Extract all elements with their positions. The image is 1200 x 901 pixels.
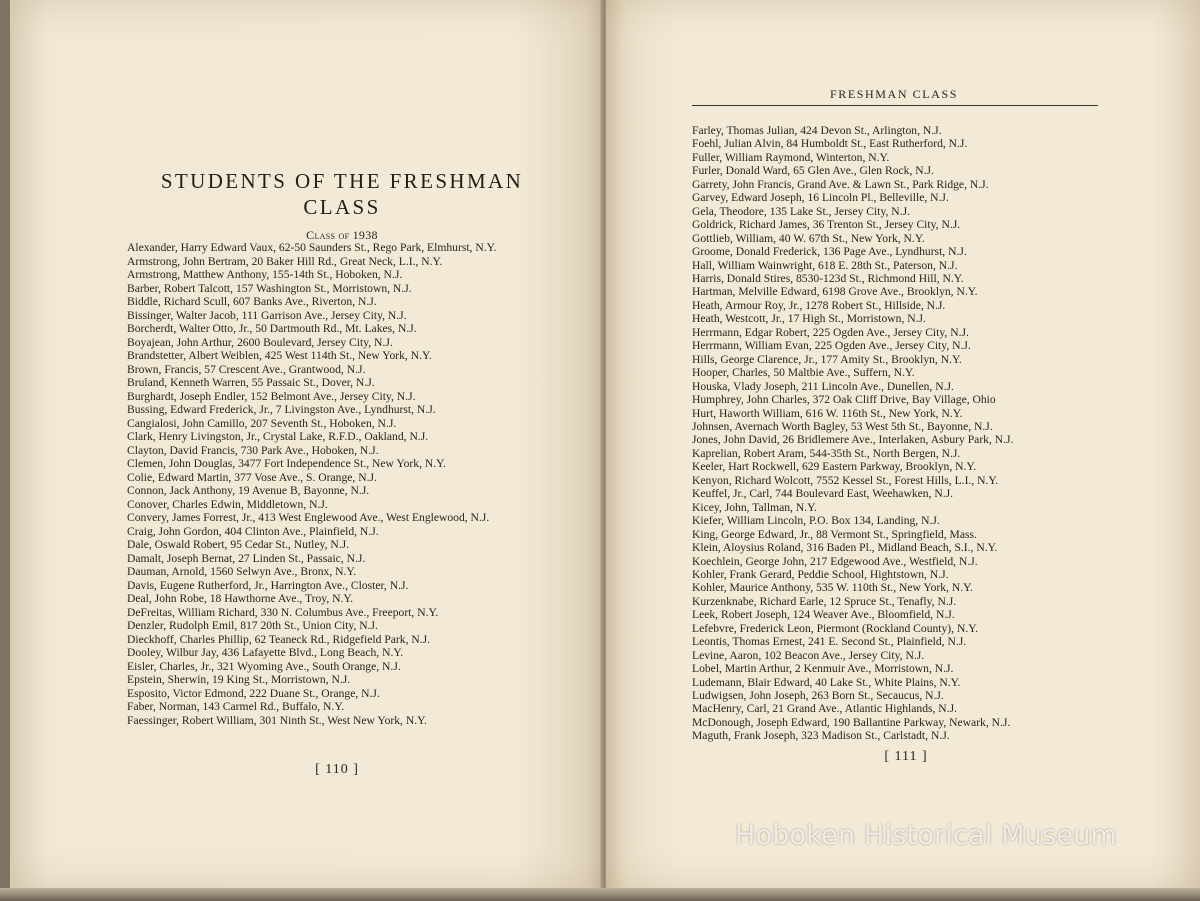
right-page xyxy=(606,0,1200,890)
student-entry: Cangialosi, John Camillo, 207 Seventh St., Hoboken, N.J. xyxy=(127,416,397,430)
student-entry: Koechlein, George John, 217 Edgewood Ave., Westfield, N.J. xyxy=(692,554,978,568)
student-entry: Garvey, Edward Joseph, 16 Lincoln Pl., Belleville, N.J. xyxy=(692,191,949,205)
student-entry: Dooley, Wilbur Jay, 436 Lafayette Blvd., Long Beach, N.Y. xyxy=(127,646,404,659)
class-year-heading: Class of 1938 xyxy=(306,228,378,242)
student-entry: Hall, William Wainwright, 618 E. 28th St., Paterson, N.J. xyxy=(692,258,958,272)
student-entry: Bissinger, Walter Jacob, 111 Garrison Ave., Jersey City, N.J. xyxy=(127,308,407,322)
student-entry: Kohler, Frank Gerard, Peddie School, Hightstown, N.J. xyxy=(692,567,949,581)
student-entry: King, George Edward, Jr., 88 Vermont St., Springfield, Mass. xyxy=(692,527,977,541)
student-entry: Kohler, Maurice Anthony, 535 W. 110th St., New York, N.Y. xyxy=(692,581,973,595)
student-entry: Hurt, Haworth William, 616 W. 116th St., New York, N.Y. xyxy=(692,406,963,420)
student-entry: Barber, Robert Talcott, 157 Washington St., Morristown, N.J. xyxy=(127,281,412,295)
student-entry: Lefebvre, Frederick Leon, Piermont (Rockland County), N.Y. xyxy=(692,621,979,635)
student-entry: Clayton, David Francis, 730 Park Ave., Hoboken, N.J. xyxy=(127,443,379,457)
student-entry: Foehl, Julian Alvin, 84 Humboldt St., East Rutherford, N.J. xyxy=(692,137,968,151)
student-entry: Groome, Donald Frederick, 136 Page Ave., Lyndhurst, N.J. xyxy=(692,245,967,259)
student-entry: Klein, Aloysius Roland, 316 Baden Pl., Midland Beach, S.I., N.Y. xyxy=(692,541,998,555)
museum-watermark: Hoboken Historical Museum xyxy=(735,820,1118,851)
student-entry: Epstein, Sherwin, 19 King St., Morristown, N.J. xyxy=(127,673,351,686)
student-entry: Eisler, Charles, Jr., 321 Wyoming Ave., South Orange, N.J. xyxy=(127,659,401,673)
student-entry: Farley, Thomas Julian, 424 Devon St., Arlington, N.J. xyxy=(692,124,942,137)
student-entry: Faessinger, Robert William, 301 Ninth St., West New York, N.Y. xyxy=(127,713,427,727)
student-entry: Kiefer, William Lincoln, P.O. Box 134, Landing, N.J. xyxy=(692,514,940,528)
student-entry: Dieckhoff, Charles Phillip, 62 Teaneck Rd., Ridgefield Park, N.J. xyxy=(127,632,431,646)
student-entry: Deal, John Robe, 18 Hawthorne Ave., Troy, N.Y. xyxy=(127,592,354,605)
student-entry: Keeler, Hart Rockwell, 629 Eastern Parkway, Brooklyn, N.Y. xyxy=(692,460,977,474)
student-entry: Maguth, Frank Joseph, 323 Madison St., Carlstadt, N.J. xyxy=(692,729,950,743)
student-entry: Levine, Aaron, 102 Beacon Ave., Jersey City, N.J. xyxy=(692,648,925,662)
student-entry: Hills, George Clarence, Jr., 177 Amity St., Brooklyn, N.Y. xyxy=(692,352,962,366)
student-entry: Goldrick, Richard James, 36 Trenton St., Jersey City, N.J. xyxy=(692,218,961,232)
student-entry: Kaprelian, Robert Aram, 544-35th St., North Bergen, N.J. xyxy=(692,446,961,460)
student-entry: Ludemann, Blair Edward, 40 Lake St., White Plains, N.Y. xyxy=(692,675,961,689)
book-bottom-edge xyxy=(0,888,1200,901)
student-entry: Furler, Donald Ward, 65 Glen Ave., Glen Rock, N.J. xyxy=(692,164,934,178)
student-entry: Garrety, John Francis, Grand Ave. & Lawn St., Park Ridge, N.J. xyxy=(692,177,989,191)
running-head: FRESHMAN CLASS xyxy=(829,87,959,101)
student-entry: DeFreitas, William Richard, 330 N. Columbus Ave., Freeport, N.Y. xyxy=(127,605,439,619)
student-entry: Lobel, Martin Arthur, 2 Kenmuir Ave., Morristown, N.J. xyxy=(692,662,954,676)
student-entry: Kicey, John, Tallman, N.Y. xyxy=(692,500,817,514)
student-entry: Connon, Jack Anthony, 19 Avenue B, Bayonne, N.J. xyxy=(127,484,370,497)
student-entry: Houska, Vlady Joseph, 211 Lincoln Ave., Dunellen, N.J. xyxy=(692,379,954,393)
student-entry: Colie, Edward Martin, 377 Vose Ave., S. Orange, N.J. xyxy=(127,470,377,484)
student-entry: Boyajean, John Arthur, 2600 Boulevard, Jersey City, N.J. xyxy=(127,335,393,349)
student-entry: Heath, Westcott, Jr., 17 High St., Morristown, N.J. xyxy=(692,312,926,326)
student-entry: Bussing, Edward Frederick, Jr., 7 Livingston Ave., Lyndhurst, N.J. xyxy=(127,403,436,416)
student-entry: Leek, Robert Joseph, 124 Weaver Ave., Bloomfield, N.J. xyxy=(692,608,955,622)
student-entry: Armstrong, Matthew Anthony, 155-14th St., Hoboken, N.J. xyxy=(127,268,403,281)
student-entry: Borcherdt, Walter Otto, Jr., 50 Dartmouth Rd., Mt. Lakes, N.J. xyxy=(127,322,417,335)
student-entry: Alexander, Harry Edward Vaux, 62-50 Saunders St., Rego Park, Elmhurst, N.Y. xyxy=(127,241,497,254)
student-entry: Gottlieb, William, 40 W. 67th St., New York, N.Y. xyxy=(692,231,925,245)
page-number-left: [ 110 ] xyxy=(315,762,359,777)
student-entry: Denzler, Rudolph Emil, 817 20th St., Union City, N.J. xyxy=(127,619,378,632)
header-rule xyxy=(692,105,1098,106)
student-entry: Clark, Henry Livingston, Jr., Crystal Lake, R.F.D., Oakland, N.J. xyxy=(127,430,429,443)
student-entry: Armstrong, John Bertram, 20 Baker Hill Rd., Great Neck, L.I., N.Y. xyxy=(127,254,443,268)
student-entry: Kenyon, Richard Wolcott, 7552 Kessel St., Forest Hills, L.I., N.Y. xyxy=(692,473,999,487)
student-entry: Heath, Armour Roy, Jr., 1278 Robert St., Hillside, N.J. xyxy=(692,298,946,312)
student-entry: Humphrey, John Charles, 372 Oak Cliff Drive, Bay Village, Ohio xyxy=(692,393,996,407)
student-entry: Damalt, Joseph Bernat, 27 Linden St., Passaic, N.J. xyxy=(127,551,366,565)
student-list-right xyxy=(692,124,1104,743)
student-entry: Herrmann, William Evan, 225 Ogden Ave., Jersey City, N.J. xyxy=(692,339,971,353)
student-entry: Brandstetter, Albert Weiblen, 425 West 114th St., New York, N.Y. xyxy=(127,349,432,362)
student-entry: Conover, Charles Edwin, Middletown, N.J. xyxy=(127,497,328,511)
student-list-left xyxy=(127,241,549,727)
student-entry: Craig, John Gordon, 404 Clinton Ave., Plainfield, N.J. xyxy=(127,524,379,538)
student-entry: Harris, Donald Stires, 8530-123d St., Richmond Hill, N.Y. xyxy=(692,271,964,285)
student-entry: Herrmann, Edgar Robert, 225 Ogden Ave., Jersey City, N.J. xyxy=(692,325,969,339)
student-entry: Biddle, Richard Scull, 607 Banks Ave., Riverton, N.J. xyxy=(127,295,377,308)
student-entry: Ludwigsen, John Joseph, 263 Born St., Secaucus, N.J. xyxy=(692,689,944,703)
student-entry: Dauman, Arnold, 1560 Selwyn Ave., Bronx, N.Y. xyxy=(127,565,357,578)
student-entry: Hartman, Melville Edward, 6198 Grove Ave., Brooklyn, N.Y. xyxy=(692,285,978,299)
student-entry: Esposito, Victor Edmond, 222 Duane St., Orange, N.J. xyxy=(127,686,380,700)
student-entry: Johnsen, Avernach Worth Bagley, 53 West 5th St., Bayonne, N.J. xyxy=(692,419,993,433)
student-entry: Bruland, Kenneth Warren, 55 Passaic St., Dover, N.J. xyxy=(127,376,375,389)
student-entry: Brown, Francis, 57 Crescent Ave., Grantwood, N.J. xyxy=(127,362,366,376)
left-page xyxy=(10,0,605,890)
student-entry: Faber, Norman, 143 Carmel Rd., Buffalo, N.Y. xyxy=(127,700,345,713)
student-entry: Burghardt, Joseph Endler, 152 Belmont Ave., Jersey City, N.J. xyxy=(127,389,416,403)
student-entry: Gela, Theodore, 135 Lake St., Jersey City, N.J. xyxy=(692,204,910,218)
student-entry: MacHenry, Carl, 21 Grand Ave., Atlantic Highlands, N.J. xyxy=(692,702,957,716)
student-entry: Keuffel, Jr., Carl, 744 Boulevard East, Weehawken, N.J. xyxy=(692,487,954,501)
page-number-right: [ 111 ] xyxy=(884,749,928,764)
student-entry: Kurzenknabe, Richard Earle, 12 Spruce St., Tenafly, N.J. xyxy=(692,594,957,608)
student-entry: Hooper, Charles, 50 Maltbie Ave., Suffern, N.Y. xyxy=(692,366,915,380)
student-entry: Clemen, John Douglas, 3477 Fort Independence St., New York, N.Y. xyxy=(127,457,446,470)
student-entry: McDonough, Joseph Edward, 190 Ballantine Parkway, Newark, N.J. xyxy=(692,715,1011,729)
student-entry: Leontis, Thomas Ernest, 241 E. Second St., Plainfield, N.J. xyxy=(692,635,967,649)
student-entry: Davis, Eugene Rutherford, Jr., Harrington Ave., Closter, N.J. xyxy=(127,578,409,592)
student-entry: Dale, Oswald Robert, 95 Cedar St., Nutley, N.J. xyxy=(127,538,350,551)
student-entry: Fuller, William Raymond, Winterton, N.Y. xyxy=(692,150,890,164)
student-entry: Convery, James Forrest, Jr., 413 West Englewood Ave., West Englewood, N.J. xyxy=(127,511,490,524)
page-title: STUDENTS OF THE FRESHMAN CLASS xyxy=(160,169,524,219)
student-entry: Jones, John David, 26 Bridlemere Ave., Interlaken, Asbury Park, N.J. xyxy=(692,433,1014,447)
